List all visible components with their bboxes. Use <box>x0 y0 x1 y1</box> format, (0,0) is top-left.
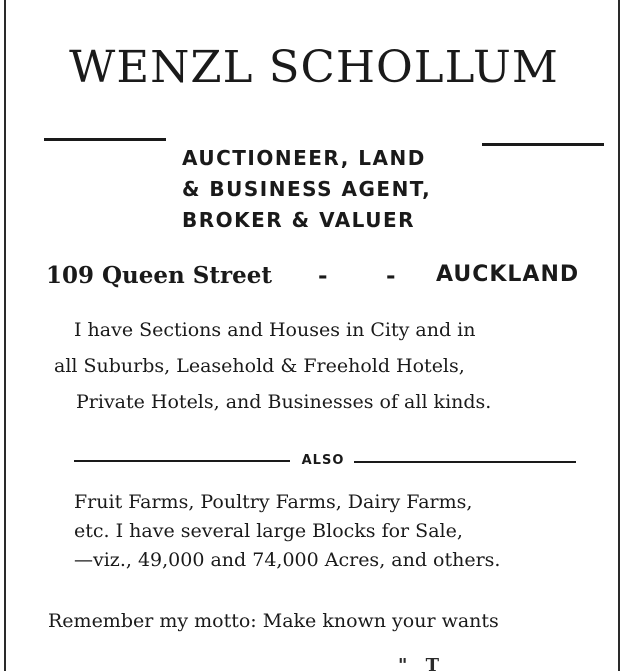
divider-line-right <box>354 461 576 463</box>
address-city: AUCKLAND <box>436 262 580 287</box>
occupation-line: AUCTIONEER, LAND <box>182 146 426 170</box>
paragraph-line: etc. I have several large Blocks for Sale, <box>74 520 463 542</box>
address-separator: - <box>318 262 328 289</box>
occupation-block <box>182 143 431 236</box>
border-left <box>4 0 6 671</box>
address-separator: - <box>386 262 396 289</box>
border-right <box>618 0 620 671</box>
occupation-line: BROKER & VALUER <box>182 208 416 232</box>
address-street: 109 Queen Street <box>46 262 273 289</box>
occupation-line: & BUSINESS AGENT, <box>182 177 432 201</box>
cut-off-text: " T <box>398 655 446 671</box>
listings-paragraph <box>46 312 491 420</box>
paragraph-line: I have Sections and Houses in City and in <box>74 319 476 341</box>
motto: Remember my motto: Make known your wants <box>48 610 499 632</box>
also-divider <box>74 450 576 470</box>
paragraph-line: Private Hotels, and Businesses of all kinds. <box>76 391 492 413</box>
paragraph-line: —viz., 49,000 and 74,000 Acres, and others. <box>74 549 501 571</box>
also-label: ALSO <box>301 453 345 468</box>
paragraph-line: all Suburbs, Leasehold & Freehold Hotels, <box>54 355 465 377</box>
paragraph-line: Fruit Farms, Poultry Farms, Dairy Farms, <box>74 491 473 513</box>
rule-left <box>44 138 166 141</box>
advertiser-name: WENZL SCHOLLUM <box>69 42 559 93</box>
divider-line-left <box>74 460 290 462</box>
farms-paragraph <box>74 488 500 575</box>
rule-right <box>482 143 604 146</box>
